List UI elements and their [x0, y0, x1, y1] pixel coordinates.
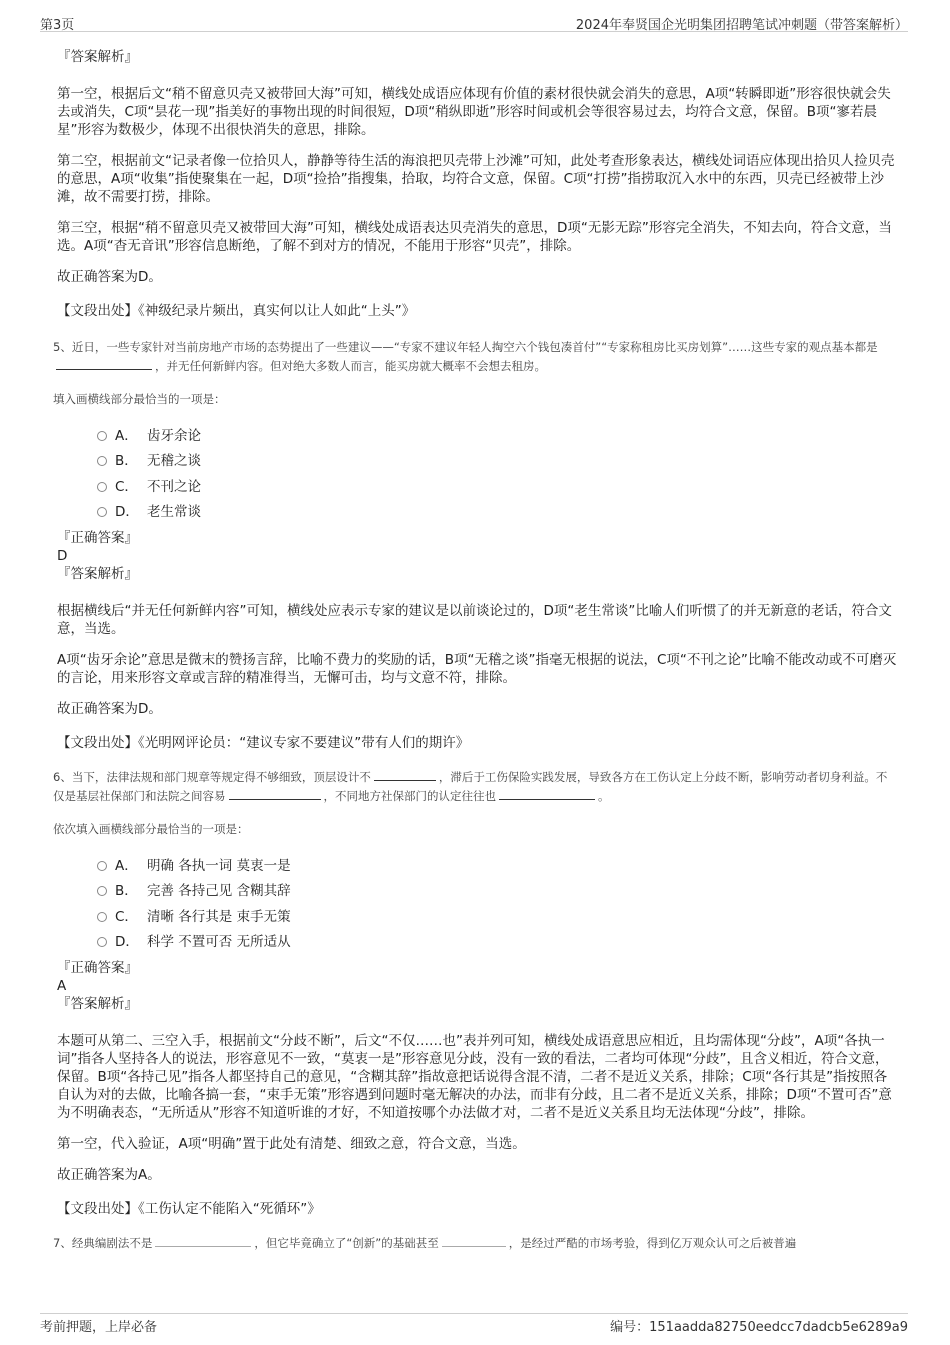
option-b[interactable]: B． 无稽之谈 [97, 447, 897, 473]
question-prompt: 填入画横线部分最恰当的一项是： [53, 392, 226, 406]
answer-conclusion: 故正确答案为A。 [57, 1167, 161, 1183]
document-id: 编号：151aadda82750eedcc7dadcb5e6289a9 [610, 1320, 908, 1335]
correct-answer: A [57, 978, 67, 994]
option-c[interactable]: C． 清晰 各行其是 束手无策 [97, 902, 897, 928]
page-number: 第3页 [40, 18, 75, 33]
option-d[interactable]: D． 科学 不置可否 无所适从 [97, 928, 897, 954]
answer-conclusion: 故正确答案为D。 [57, 269, 162, 285]
question-prompt: 依次填入画横线部分最恰当的一项是： [53, 822, 249, 836]
correct-answer-label: 『正确答案』 [57, 530, 138, 546]
answer-blank [499, 787, 595, 800]
source-citation: 【文段出处】《光明网评论员：“建议专家不要建议”带有人们的期许》 [57, 735, 470, 751]
analysis-label: 『答案解析』 [57, 566, 138, 582]
question-stem: 7、经典编剧法不是 ，但它毕竟确立了“创新”的基础甚至 ，是经过严酷的市场考验，得到亿万观众认可之后被普遍 [53, 1236, 797, 1250]
analysis-paragraph: 本题可从第二、三空入手，根据前文“分歧不断”，后文“不仅……也”表并列可知，横线处成语意思应相近，且均需体现“分歧”，A项“各执一词”指各人坚持各人的说法，形容意见不一致，“莫衷一是”形容意见分歧，没有一致的看法，二者均可体现“分歧”，且含义相近，符合文意，保留。B项“各持己见”指各人都坚持自己的意见，“含糊其辞”指故意把话说得含混不清，二者不是近义关系，排除；C项“各行其是”指按照各自认为对的去做，比喻各搞一套，“束手无策”形容遇到问题时毫无解决的办法，而非有分歧，且二者不是近义关系，排除；D项“不置可否”意为不明确表态，“无所适从”形容不知道听谁的才好，不知道按哪个办法做才对，二者不是近义关系且均无法体现“分歧”，排除。 [57, 1033, 892, 1121]
source-citation: 【文段出处】《神级纪录片频出，真实何以让人如此“上头”》 [57, 303, 416, 319]
radio-button[interactable] [97, 507, 107, 517]
radio-button[interactable] [97, 912, 107, 922]
correct-answer: D [57, 548, 68, 564]
question-stem: 5、近日，一些专家针对当前房地产市场的态势提出了一些建议——“专家不建议年轻人掏空六个钱包凑首付”“专家称租房比买房划算”……这些专家的观点基本都是，并无任何新鲜内容。但对绝大多数人而言，能买房就大概率不会想去租房。 [53, 340, 878, 373]
radio-button[interactable] [97, 482, 107, 492]
analysis-paragraph: 第一空，代入验证，A项“明确”置于此处有清楚、细致之意，符合文意，当选。 [57, 1136, 526, 1152]
option-a[interactable]: A． 明确 各执一词 莫衷一是 [97, 851, 897, 877]
analysis-paragraph: 根据横线后“并无任何新鲜内容”可知，横线处应表示专家的建议是以前谈论过的，D项“老生常谈”比喻人们听惯了的并无新意的老话，符合文意，当选。 [57, 603, 892, 637]
option-a[interactable]: A． 齿牙余论 [97, 421, 897, 447]
option-d[interactable]: D． 老生常谈 [97, 498, 897, 524]
radio-button[interactable] [97, 937, 107, 947]
analysis-paragraph: A项“齿牙余论”意思是微末的赞扬言辞，比喻不费力的奖励的话，B项“无稽之谈”指毫无根据的说法，C项“不刊之论”比喻不能改动或不可磨灭的言论，用来形容文章或言辞的精准得当，无懈可击，均与文意不符，排除。 [57, 652, 897, 686]
correct-answer-label: 『正确答案』 [57, 960, 138, 976]
analysis-paragraph: 第三空，根据“稍不留意贝壳又被带回大海”可知，横线处成语表达贝壳消失的意思，D项“无影无踪”形容完全消失，不知去向，符合文意，当选。A项“杳无音讯”形容信息断绝，了解不到对方的情况，不能用于形容“贝壳”，排除。 [57, 220, 892, 254]
answer-blank [229, 787, 321, 800]
option-b[interactable]: B． 完善 各持己见 含糊其辞 [97, 877, 897, 903]
answer-blank [374, 768, 436, 781]
radio-button[interactable] [97, 431, 107, 441]
radio-button[interactable] [97, 886, 107, 896]
answer-blank [442, 1234, 506, 1247]
analysis-paragraph: 第一空，根据后文“稍不留意贝壳又被带回大海”可知，横线处成语应体现有价值的素材很快就会消失的意思，A项“转瞬即逝”形容很快就会失去或消失，C项“昙花一现”指美好的事物出现的时间很短，D项“稍纵即逝”形容时间或机会等很容易过去，均符合文意，保留。B项“寥若晨星”形容为数极少，体现不出很快消失的意思，排除。 [57, 86, 891, 138]
page-header [40, 12, 908, 32]
analysis-label: 『答案解析』 [57, 49, 138, 65]
answer-blank [56, 357, 152, 370]
answer-conclusion: 故正确答案为D。 [57, 701, 162, 717]
analysis-label: 『答案解析』 [57, 996, 138, 1012]
question-stem: 6、当下，法律法规和部门规章等规定得不够细致，顶层设计不 ，滞后于工伤保险实践发展，导致各方在工伤认定上分歧不断，影响劳动者切身利益。不仅是基层社保部门和法院之间容易 ，不同地方社保部门的认定往往也 。 [53, 770, 888, 803]
document-title: 2024年奉贤国企光明集团招聘笔试冲刺题（带答案解析） [575, 18, 908, 33]
answer-blank [155, 1234, 251, 1247]
radio-button[interactable] [97, 861, 107, 871]
footer-slogan: 考前押题，上岸必备 [40, 1320, 158, 1335]
analysis-paragraph: 第二空，根据前文“记录者像一位拾贝人，静静等待生活的海浪把贝壳带上沙滩”可知，此处考查形象表达，横线处词语应体现出拾贝人捡贝壳的意思，A项“收集”指使聚集在一起，D项“捡拾”指搜集，拾取，均符合文意，保留。C项“打捞”指捞取沉入水中的东西，贝壳已经被带上沙滩，故不需要打捞，排除。 [57, 153, 895, 205]
option-c[interactable]: C． 不刊之论 [97, 472, 897, 498]
option-list [97, 851, 897, 953]
radio-button[interactable] [97, 456, 107, 466]
page-footer [40, 1313, 908, 1333]
source-citation: 【文段出处】《工伤认定不能陷入“死循环”》 [57, 1201, 321, 1217]
page-content [53, 42, 897, 1253]
option-list [97, 421, 897, 523]
